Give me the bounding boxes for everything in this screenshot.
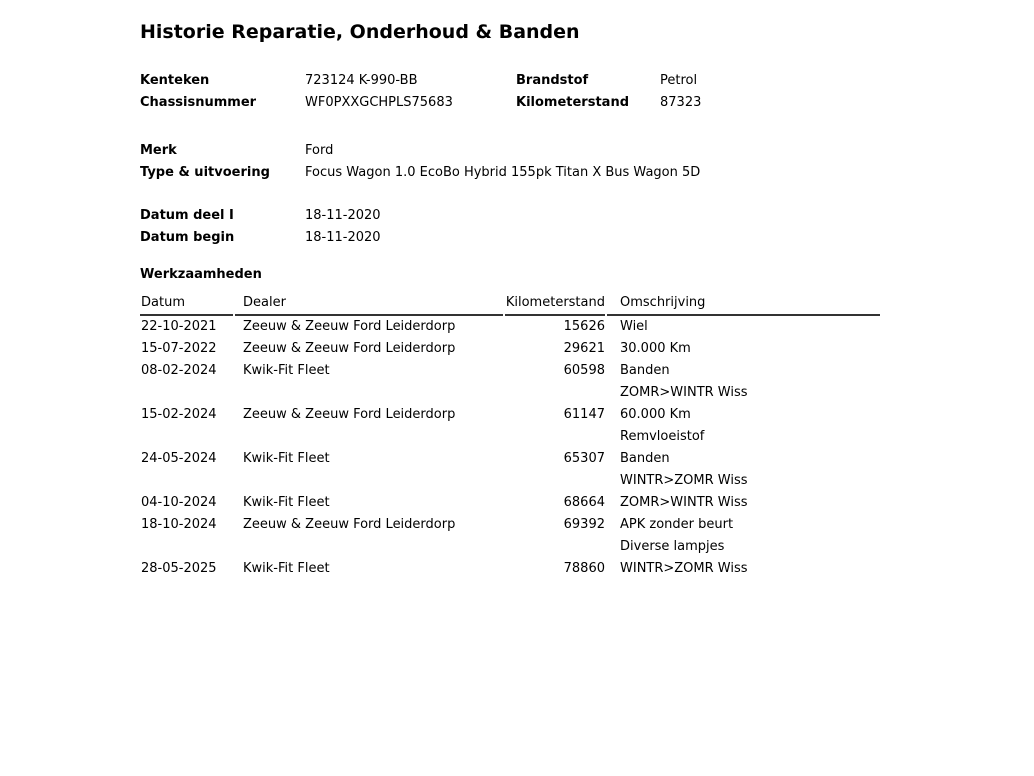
cell-omschrijving: WINTR>ZOMR Wiss	[620, 561, 748, 576]
page-title: Historie Reparatie, Onderhoud & Banden	[140, 21, 580, 43]
datum-deel-label: Datum deel I	[140, 208, 234, 223]
cell-kilometerstand	[505, 426, 605, 448]
kilometerstand-label: Kilometerstand	[516, 95, 630, 110]
cell-datum: 22-10-2021	[141, 319, 217, 334]
cell-kilometerstand: 61147	[563, 407, 605, 422]
cell-omschrijving: Diverse lampjes	[620, 539, 725, 554]
cell-omschrijving: Remvloeistof	[620, 429, 705, 444]
vehicle-identification-section	[140, 70, 994, 114]
table-body	[140, 316, 880, 580]
cell-omschrijving: APK zonder beurt	[620, 517, 734, 532]
cell-kilometerstand: 69392	[563, 517, 605, 532]
cell-kilometerstand: 68664	[563, 495, 605, 510]
cell-datum	[140, 536, 233, 558]
vehicle-model-section	[140, 140, 994, 184]
table-row	[140, 426, 880, 448]
cell-dealer: Zeeuw & Zeeuw Ford Leiderdorp	[243, 319, 456, 334]
cell-datum: 28-05-2025	[141, 561, 217, 576]
cell-dealer: Kwik-Fit Fleet	[243, 495, 330, 510]
column-header-omschrijving: Omschrijving	[607, 292, 880, 316]
cell-kilometerstand: 65307	[563, 451, 605, 466]
cell-dealer: Kwik-Fit Fleet	[243, 363, 330, 378]
datum-begin-label: Datum begin	[140, 230, 235, 245]
merk-label: Merk	[140, 143, 177, 158]
cell-dealer	[235, 426, 503, 448]
cell-datum: 15-07-2022	[141, 341, 217, 356]
cell-kilometerstand: 78860	[563, 561, 605, 576]
table-header	[140, 292, 880, 316]
cell-omschrijving: Banden	[620, 451, 670, 466]
kilometerstand-value: 87323	[660, 95, 702, 110]
cell-omschrijving: 30.000 Km	[620, 341, 691, 356]
cell-dealer: Zeeuw & Zeeuw Ford Leiderdorp	[243, 517, 456, 532]
cell-kilometerstand	[505, 536, 605, 558]
cell-datum: 08-02-2024	[141, 363, 217, 378]
table-header-row	[140, 292, 880, 316]
datum-begin-value: 18-11-2020	[305, 230, 381, 245]
cell-dealer	[235, 536, 503, 558]
column-header-dealer: Dealer	[235, 292, 503, 316]
table-row	[140, 360, 880, 382]
cell-omschrijving: 60.000 Km	[620, 407, 691, 422]
cell-datum: 24-05-2024	[141, 451, 217, 466]
kenteken-value: 723124 K-990-BB	[305, 73, 418, 88]
chassisnummer-value: WF0PXXGCHPLS75683	[305, 95, 453, 110]
cell-datum: 04-10-2024	[141, 495, 217, 510]
cell-omschrijving: ZOMR>WINTR Wiss	[620, 495, 748, 510]
werkzaamheden-heading: Werkzaamheden	[140, 267, 262, 282]
table-row	[140, 492, 880, 514]
column-header-kilometerstand: Kilometerstand	[505, 292, 605, 316]
table-row	[140, 338, 880, 360]
cell-datum	[140, 470, 233, 492]
cell-datum: 15-02-2024	[141, 407, 217, 422]
table-row	[140, 382, 880, 404]
table-row	[140, 514, 880, 536]
chassisnummer-label: Chassisnummer	[140, 95, 257, 110]
type-uitvoering-label: Type & uitvoering	[140, 165, 270, 180]
brandstof-label: Brandstof	[516, 73, 589, 88]
cell-omschrijving: Wiel	[620, 319, 648, 334]
kenteken-label: Kenteken	[140, 73, 210, 88]
cell-dealer	[235, 470, 503, 492]
table-row	[140, 558, 880, 580]
cell-datum	[140, 426, 233, 448]
cell-kilometerstand: 60598	[563, 363, 605, 378]
table-row	[140, 404, 880, 426]
cell-kilometerstand	[505, 382, 605, 404]
cell-kilometerstand: 15626	[563, 319, 605, 334]
cell-dealer: Kwik-Fit Fleet	[243, 561, 330, 576]
cell-datum: 18-10-2024	[141, 517, 217, 532]
cell-dealer	[235, 382, 503, 404]
type-uitvoering-value: Focus Wagon 1.0 EcoBo Hybrid 155pk Titan X Bus Wagon 5D	[305, 165, 701, 180]
column-header-datum: Datum	[140, 292, 233, 316]
datum-deel-value: 18-11-2020	[305, 208, 381, 223]
cell-dealer: Zeeuw & Zeeuw Ford Leiderdorp	[243, 407, 456, 422]
brandstof-value: Petrol	[660, 73, 698, 88]
cell-dealer: Zeeuw & Zeeuw Ford Leiderdorp	[243, 341, 456, 356]
cell-omschrijving: Banden	[620, 363, 670, 378]
cell-omschrijving: ZOMR>WINTR Wiss	[620, 385, 748, 400]
cell-kilometerstand	[505, 470, 605, 492]
werkzaamheden-table	[138, 292, 882, 580]
table-row	[140, 316, 880, 338]
table-row	[140, 448, 880, 470]
registration-dates-section	[140, 205, 994, 249]
cell-omschrijving: WINTR>ZOMR Wiss	[620, 473, 748, 488]
table-row	[140, 536, 880, 558]
cell-kilometerstand: 29621	[563, 341, 605, 356]
merk-value: Ford	[305, 143, 334, 158]
table-row	[140, 470, 880, 492]
cell-dealer: Kwik-Fit Fleet	[243, 451, 330, 466]
cell-datum	[140, 382, 233, 404]
